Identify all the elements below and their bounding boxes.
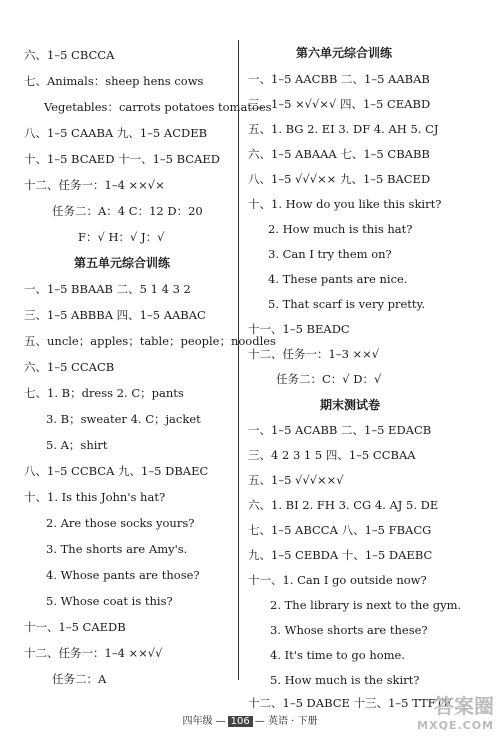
- answer-line: 4. It's time to go home.: [270, 648, 406, 662]
- answer-line: 任务二：A：4 C：12 D：20: [52, 204, 203, 218]
- answer-line: 3. B；sweater 4. C；jacket: [46, 412, 201, 426]
- answer-line: 十、1. Is this John's hat?: [24, 490, 166, 504]
- footer-subject: 英语 · 下册: [267, 716, 318, 727]
- answer-line: 5. How much is the skirt?: [270, 673, 420, 687]
- answer-line: 3. The shorts are Amy's.: [46, 542, 188, 556]
- answer-line: 八、1–5 √√√×× 九、1–5 BACED: [248, 172, 431, 186]
- answer-line: 八、1–5 CCBCA 九、1–5 DBAEC: [24, 464, 209, 478]
- section-heading: 第五单元综合训练: [74, 256, 171, 270]
- answer-line: Vegetables：carrots potatoes tomatoes: [44, 100, 272, 114]
- answer-line: 十二、任务一：1–3 ××√: [248, 347, 380, 361]
- answer-line: 八、1–5 CAABA 九、1–5 ACDEB: [24, 126, 208, 140]
- answer-line: 五、uncle；apples；table；people；noodles: [24, 334, 276, 348]
- answer-line: 2. The library is next to the gym.: [270, 598, 462, 612]
- answer-line: 六、1–5 CCACB: [24, 360, 115, 374]
- page-number: 106: [228, 716, 253, 727]
- answer-line: 十一、1. Can I go outside now?: [248, 573, 427, 587]
- answer-line: 六、1–5 CBCCA: [24, 48, 115, 62]
- footer-dash: —: [254, 716, 265, 727]
- answer-line: 一、1–5 AACBB 二、1–5 AABAB: [248, 72, 430, 86]
- answer-line: 十一、1–5 CAEDB: [24, 620, 126, 634]
- answer-line: 一、1–5 BBAAB 二、5 1 4 3 2: [24, 282, 191, 296]
- column-divider: [238, 40, 239, 680]
- answer-line: 十、1–5 BCAED 十一、1–5 BCAED: [24, 152, 220, 166]
- answer-line: 5. That scarf is very pretty.: [268, 297, 426, 311]
- answer-line: 三、1–5 ABBBA 四、1–5 AABAC: [24, 308, 206, 322]
- watermark: [417, 690, 494, 732]
- answer-line: 5. Whose coat is this?: [46, 594, 173, 608]
- answer-line: 十、1. How do you like this skirt?: [248, 197, 442, 211]
- watermark-url: MXQE.COM: [417, 719, 494, 732]
- answer-line: 任务二：A: [52, 672, 107, 686]
- answer-line: 十二、任务一：1–4 ××√×: [24, 178, 165, 192]
- answer-line: 七、Animals：sheep hens cows: [24, 74, 204, 88]
- section-heading: 第六单元综合训练: [296, 46, 393, 60]
- answer-line: 九、1–5 CEBDA 十、1–5 DAEBC: [248, 548, 433, 562]
- answer-line: 五、1. BG 2. EI 3. DF 4. AH 5. CJ: [248, 122, 439, 136]
- answer-line: 2. How much is this hat?: [268, 222, 413, 236]
- answer-line: 十一、1–5 BEADC: [248, 322, 350, 336]
- answer-line: 三、1–5 ×√√×√ 四、1–5 CEABD: [248, 97, 431, 111]
- watermark-logo-text: 答案圈: [434, 694, 494, 718]
- answer-line: 任务二：C：√ D：√: [276, 372, 382, 386]
- section-heading: 期末测试卷: [320, 398, 381, 412]
- footer-grade: 四年级: [182, 716, 213, 727]
- answer-line: 一、1–5 ACABB 二、1–5 EDACB: [248, 423, 432, 437]
- answer-line: 十二、1–5 DABCE 十三、1–5 TTFTF: [248, 696, 452, 710]
- answer-line: 三、4 2 3 1 5 四、1–5 CCBAA: [248, 448, 416, 462]
- footer-dash: —: [215, 716, 226, 727]
- answer-line: F：√ H：√ J：√: [78, 230, 165, 244]
- answer-line: 2. Are those socks yours?: [46, 516, 195, 530]
- answer-line: 3. Can I try them on?: [268, 247, 392, 261]
- answer-line: 4. Whose pants are those?: [46, 568, 200, 582]
- answer-line: 十二、任务一：1–4 ××√√: [24, 646, 163, 660]
- answer-line: 3. Whose shorts are these?: [270, 623, 428, 637]
- answer-line: 七、1. B；dress 2. C；pants: [24, 386, 184, 400]
- answer-line: 六、1–5 ABAAA 七、1–5 CBABB: [248, 147, 430, 161]
- answer-line: 五、1–5 √√√××√: [248, 473, 344, 487]
- answer-line: 七、1–5 ABCCA 八、1–5 FBACG: [248, 523, 432, 537]
- answer-line: 5. A；shirt: [46, 438, 108, 452]
- answer-line: 4. These pants are nice.: [268, 272, 408, 286]
- answer-line: 六、1. BI 2. FH 3. CG 4. AJ 5. DE: [248, 498, 439, 512]
